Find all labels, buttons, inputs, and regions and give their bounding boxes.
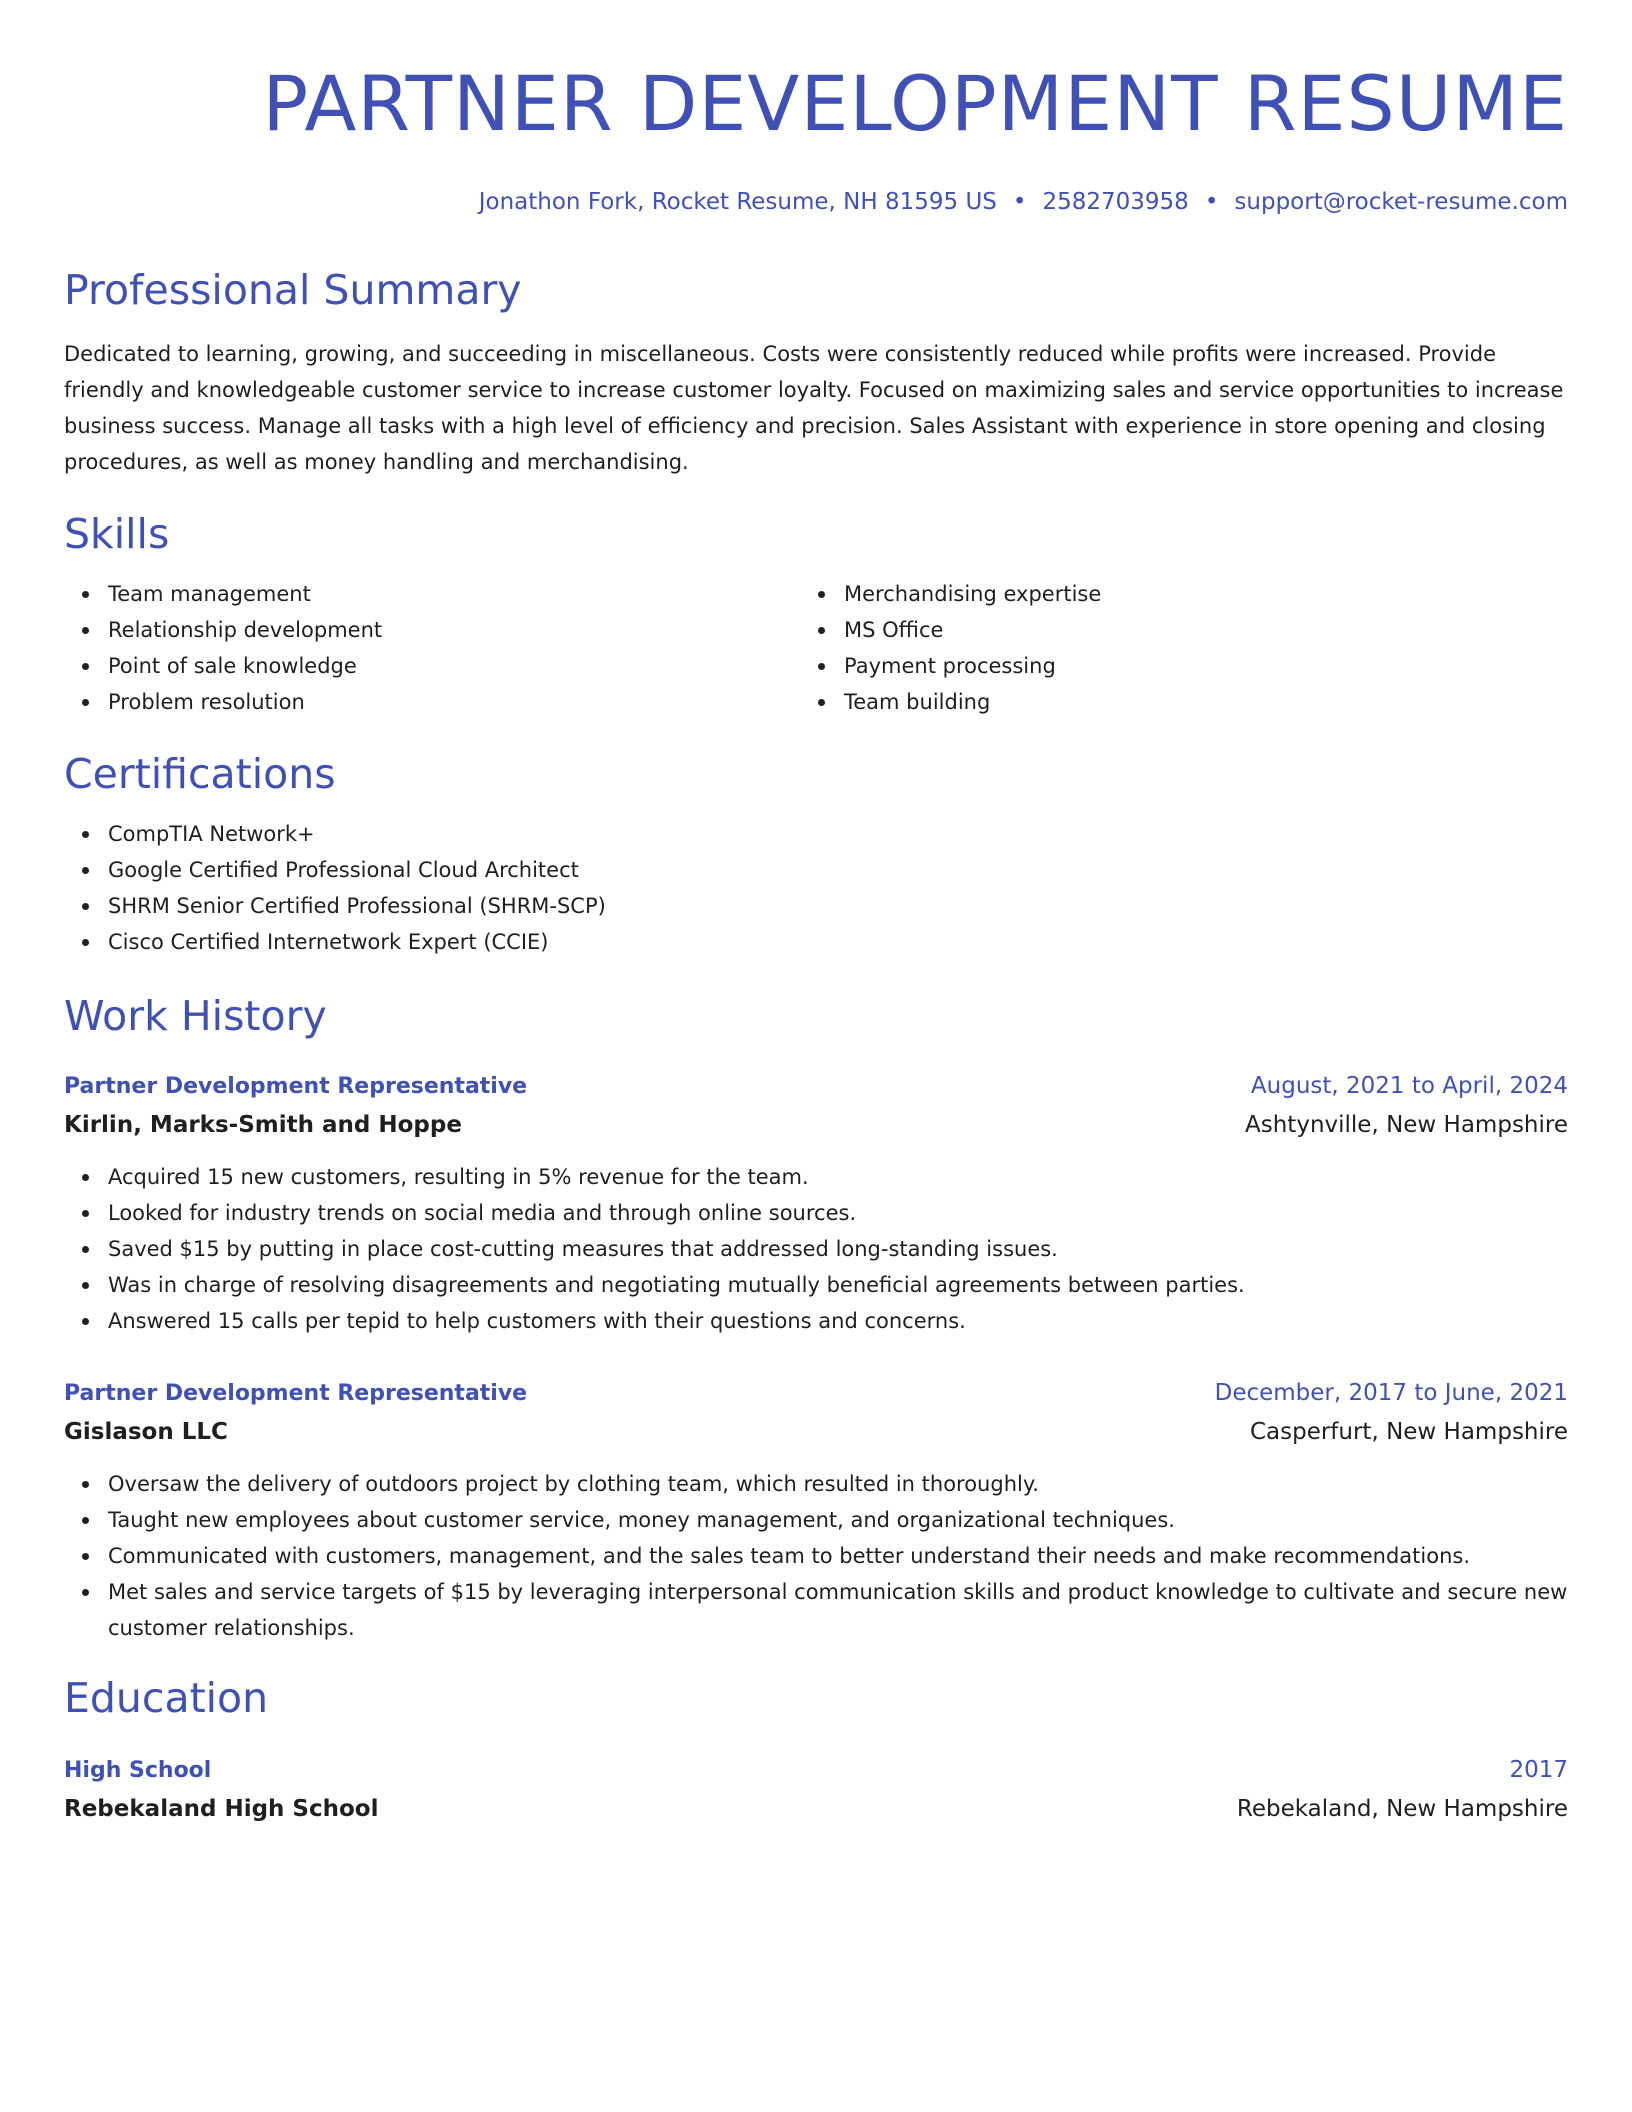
job-duty-item: Communicated with customers, management, and the sales team to better understand their needs and make recommendations. bbox=[64, 1538, 1568, 1574]
education-heading: Education bbox=[64, 1674, 269, 1722]
job-location: Ashtynville, New Hampshire bbox=[1245, 1112, 1568, 1138]
job-duty-item: Met sales and service targets of $15 by leveraging interpersonal communication skills and product knowledge to cultivate and secure new customer relationships. bbox=[64, 1574, 1568, 1646]
certification-item: SHRM Senior Certified Professional (SHRM-SCP) bbox=[64, 888, 1568, 924]
job-duty-item: Looked for industry trends on social media and through online sources. bbox=[64, 1195, 1568, 1231]
job-duty-item: Taught new employees about customer service, money management, and organizational techniques. bbox=[64, 1502, 1568, 1538]
education-location: Rebekaland, New Hampshire bbox=[1236, 1796, 1568, 1822]
work-history-heading: Work History bbox=[64, 992, 327, 1040]
job-entry bbox=[64, 1375, 1568, 1646]
summary-heading: Professional Summary bbox=[64, 266, 522, 314]
skills-heading: Skills bbox=[64, 510, 170, 558]
skills-column-left bbox=[64, 576, 800, 720]
job-entry bbox=[64, 1068, 1568, 1339]
job-duty-item: Was in charge of resolving disagreements and negotiating mutually beneficial agreements between parties. bbox=[64, 1267, 1568, 1303]
job-company: Gislason LLC bbox=[64, 1419, 228, 1445]
summary-text: Dedicated to learning, growing, and succeeding in miscellaneous. Costs were consistently reduced while profits were increased. Provide friendly and knowledgeable customer service to increase customer loyalty. Focused on maximizing sales and service opportunities to increase business success. Manage all tasks with a high level of efficiency and precision. Sales Assistant with experience in store opening and closing procedures, as well as money handling and merchandising. bbox=[64, 342, 1564, 474]
skill-item: MS Office bbox=[800, 612, 1536, 648]
job-duty-item: Acquired 15 new customers, resulting in 5% revenue for the team. bbox=[64, 1159, 1568, 1195]
skill-item: Team building bbox=[800, 684, 1536, 720]
contact-phone: 2582703958 bbox=[1042, 189, 1189, 215]
skill-item: Point of sale knowledge bbox=[64, 648, 800, 684]
job-duties bbox=[64, 1466, 1568, 1646]
contact-email: support@rocket-resume.com bbox=[1234, 189, 1568, 215]
contact-separator: • bbox=[1012, 189, 1027, 215]
job-duties bbox=[64, 1159, 1568, 1339]
contact-separator: • bbox=[1204, 189, 1219, 215]
certifications-heading: Certifications bbox=[64, 750, 336, 798]
job-dates: December, 2017 to June, 2021 bbox=[1214, 1380, 1568, 1406]
certification-item: Google Certified Professional Cloud Architect bbox=[64, 852, 1568, 888]
skill-item: Relationship development bbox=[64, 612, 800, 648]
skill-item: Payment processing bbox=[800, 648, 1536, 684]
education-school: Rebekaland High School bbox=[64, 1796, 379, 1822]
certifications-list bbox=[64, 816, 1568, 960]
skill-item: Team management bbox=[64, 576, 800, 612]
job-duty-item: Oversaw the delivery of outdoors project by clothing team, which resulted in thoroughly. bbox=[64, 1466, 1568, 1502]
skill-item: Problem resolution bbox=[64, 684, 800, 720]
job-dates: August, 2021 to April, 2024 bbox=[1250, 1073, 1568, 1099]
certification-item: Cisco Certified Internetwork Expert (CCIE) bbox=[64, 924, 1568, 960]
job-duty-item: Answered 15 calls per tepid to help customers with their questions and concerns. bbox=[64, 1303, 1568, 1339]
skills-list bbox=[64, 562, 1568, 720]
job-location: Casperfurt, New Hampshire bbox=[1249, 1419, 1568, 1445]
job-title: Partner Development Representative bbox=[64, 1074, 528, 1099]
job-duty-item: Saved $15 by putting in place cost-cutting measures that addressed long-standing issues. bbox=[64, 1231, 1568, 1267]
resume-title: PARTNER DEVELOPMENT RESUME bbox=[262, 59, 1568, 148]
job-company: Kirlin, Marks-Smith and Hoppe bbox=[64, 1112, 462, 1138]
education-degree: High School bbox=[64, 1758, 212, 1783]
education-year: 2017 bbox=[1509, 1757, 1568, 1783]
certification-item: CompTIA Network+ bbox=[64, 816, 1568, 852]
skill-item: Merchandising expertise bbox=[800, 576, 1536, 612]
job-title: Partner Development Representative bbox=[64, 1381, 528, 1406]
contact-address: Jonathon Fork, Rocket Resume, NH 81595 US bbox=[478, 189, 997, 215]
skills-column-right bbox=[800, 576, 1536, 720]
education-entry bbox=[64, 1752, 1568, 1829]
contact-line bbox=[64, 184, 1568, 220]
